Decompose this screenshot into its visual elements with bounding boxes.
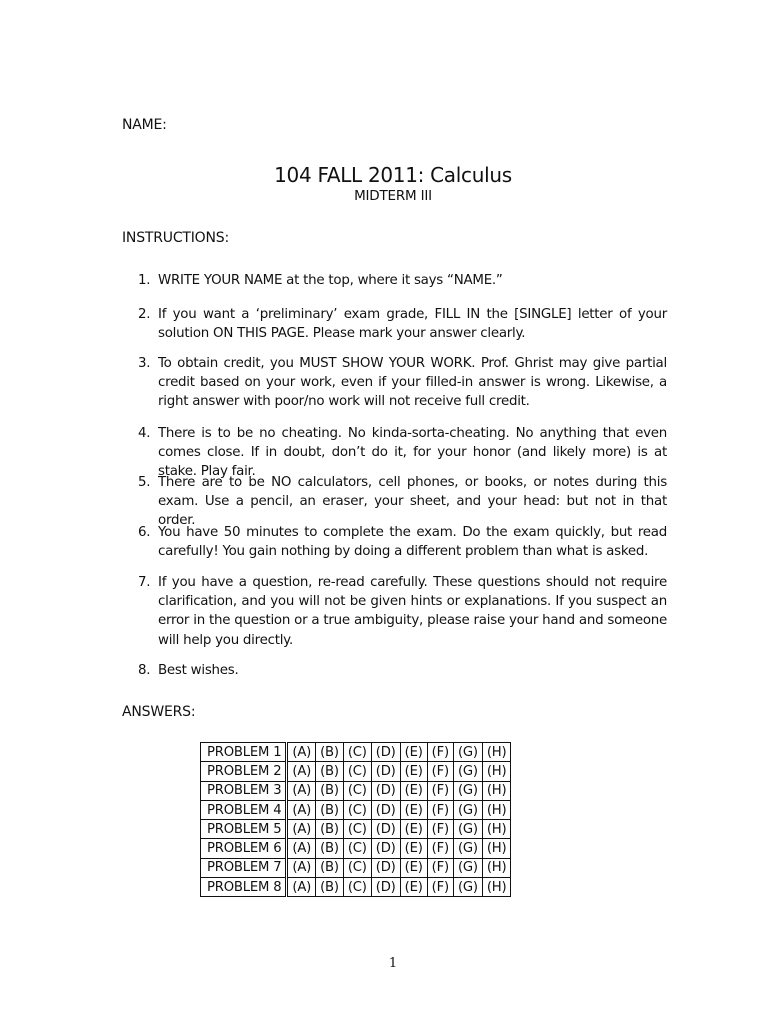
answer-choice-cell[interactable]: (C) — [343, 820, 371, 839]
instruction-text: To obtain credit, you MUST SHOW YOUR WORK. Prof. Ghrist may give partial credit based on your work, even if your filled-in answer is wrong. Likewise, a right answer with poor/no work will not receive full credit. — [158, 356, 667, 410]
answer-choice-cell[interactable]: (E) — [400, 820, 427, 839]
answer-choice-cell[interactable]: (E) — [400, 781, 427, 800]
answer-choice-cell[interactable]: (E) — [400, 800, 427, 819]
answer-choice-cell[interactable]: (A) — [287, 781, 316, 800]
answer-choice-cell[interactable]: (F) — [427, 743, 453, 762]
instruction-number: 8. — [138, 663, 151, 678]
answer-choice-cell[interactable]: (H) — [482, 839, 511, 858]
problem-label: PROBLEM 3 — [201, 781, 287, 800]
answer-choice-cell[interactable]: (F) — [427, 762, 453, 781]
answer-choice-cell[interactable]: (G) — [453, 839, 482, 858]
instruction-text: WRITE YOUR NAME at the top, where it says “NAME.” — [158, 273, 503, 288]
answer-choice-cell[interactable]: (H) — [482, 743, 511, 762]
page-number: 1 — [388, 956, 398, 971]
answer-choice-cell[interactable]: (G) — [453, 800, 482, 819]
problem-label: PROBLEM 5 — [201, 820, 287, 839]
answer-choice-cell[interactable]: (D) — [371, 743, 400, 762]
answer-choice-cell[interactable]: (B) — [316, 781, 344, 800]
answer-choice-cell[interactable]: (E) — [400, 878, 427, 897]
answer-choice-cell[interactable]: (C) — [343, 878, 371, 897]
answer-choice-cell[interactable]: (D) — [371, 781, 400, 800]
answer-choice-cell[interactable]: (B) — [316, 878, 344, 897]
answer-row — [201, 743, 511, 762]
exam-subtitle: MIDTERM III — [354, 188, 432, 204]
instruction-item-8 — [122, 661, 667, 680]
instructions-heading: INSTRUCTIONS: — [122, 230, 229, 246]
instruction-number: 2. — [138, 307, 151, 322]
answer-choice-cell[interactable]: (H) — [482, 762, 511, 781]
answer-choice-cell[interactable]: (C) — [343, 743, 371, 762]
problem-label: PROBLEM 8 — [201, 878, 287, 897]
instruction-number: 4. — [138, 426, 151, 441]
answer-choice-cell[interactable]: (A) — [287, 820, 316, 839]
problem-label: PROBLEM 1 — [201, 743, 287, 762]
answer-choice-cell[interactable]: (G) — [453, 762, 482, 781]
answer-choice-cell[interactable]: (C) — [343, 800, 371, 819]
answer-choice-cell[interactable]: (B) — [316, 762, 344, 781]
answer-choice-cell[interactable]: (F) — [427, 820, 453, 839]
answer-choice-cell[interactable]: (A) — [287, 839, 316, 858]
answer-choice-cell[interactable]: (C) — [343, 762, 371, 781]
answer-row — [201, 762, 511, 781]
answer-choice-cell[interactable]: (G) — [453, 858, 482, 877]
answer-choice-cell[interactable]: (C) — [343, 839, 371, 858]
instruction-number: 5. — [138, 475, 151, 490]
problem-label: PROBLEM 6 — [201, 839, 287, 858]
answer-choice-cell[interactable]: (D) — [371, 820, 400, 839]
instruction-number: 7. — [138, 575, 151, 590]
instruction-item-2 — [122, 305, 667, 343]
answer-choice-cell[interactable]: (C) — [343, 781, 371, 800]
name-label: NAME: — [122, 117, 167, 133]
instruction-text: If you want a ‘preliminary’ exam grade, FILL IN the [SINGLE] letter of your solution ON THIS PAGE. Please mark your answer clearly. — [158, 307, 667, 342]
answers-heading: ANSWERS: — [122, 704, 196, 720]
instruction-item-1 — [122, 271, 667, 290]
answer-choice-cell[interactable]: (F) — [427, 839, 453, 858]
answer-choice-cell[interactable]: (B) — [316, 839, 344, 858]
instruction-number: 6. — [138, 525, 151, 540]
problem-label: PROBLEM 4 — [201, 800, 287, 819]
answer-choice-cell[interactable]: (F) — [427, 858, 453, 877]
answer-row — [201, 878, 511, 897]
answer-choice-cell[interactable]: (A) — [287, 743, 316, 762]
answer-choice-cell[interactable]: (H) — [482, 800, 511, 819]
instruction-item-3 — [122, 354, 667, 412]
instruction-number: 1. — [138, 273, 151, 288]
answer-choice-cell[interactable]: (E) — [400, 839, 427, 858]
instruction-text: You have 50 minutes to complete the exam. Do the exam quickly, but read carefully! You gain nothing by doing a different problem than what is asked. — [158, 525, 667, 560]
instruction-item-5 — [122, 473, 667, 531]
answer-choice-cell[interactable]: (F) — [427, 800, 453, 819]
instruction-text: There is to be no cheating. No kinda-sorta-cheating. No anything that even comes close. If in doubt, don’t do it, for your honor (and likely more) is at stake. Play fair. — [158, 426, 667, 480]
answer-choice-cell[interactable]: (D) — [371, 762, 400, 781]
instruction-item-6 — [122, 523, 667, 561]
answer-choice-cell[interactable]: (H) — [482, 820, 511, 839]
answer-choice-cell[interactable]: (D) — [371, 800, 400, 819]
answer-grid — [200, 742, 511, 897]
answer-choice-cell[interactable]: (D) — [371, 858, 400, 877]
answer-choice-cell[interactable]: (B) — [316, 820, 344, 839]
instruction-item-7 — [122, 573, 667, 650]
answer-row — [201, 839, 511, 858]
instruction-number: 3. — [138, 356, 151, 371]
instruction-text: Best wishes. — [158, 663, 239, 678]
answer-choice-cell[interactable]: (E) — [400, 762, 427, 781]
instruction-text: If you have a question, re-read carefully. These questions should not require clarification, and you will not be given hints or explanations. If you suspect an error in the question or a true ambiguity, please raise your hand and someone will help you directly. — [158, 575, 667, 648]
answer-choice-cell[interactable]: (E) — [400, 743, 427, 762]
answer-row — [201, 820, 511, 839]
answer-choice-cell[interactable]: (B) — [316, 858, 344, 877]
answer-choice-cell[interactable]: (H) — [482, 858, 511, 877]
answer-choice-cell[interactable]: (B) — [316, 800, 344, 819]
exam-title: 104 FALL 2011: Calculus — [274, 163, 512, 187]
answer-choice-cell[interactable]: (A) — [287, 878, 316, 897]
instruction-text: There are to be NO calculators, cell phones, or books, or notes during this exam. Use a pencil, an eraser, your sheet, and your head: but not in that order. — [158, 475, 667, 529]
answer-choice-cell[interactable]: (H) — [482, 878, 511, 897]
answer-row — [201, 781, 511, 800]
answer-choice-cell[interactable]: (G) — [453, 878, 482, 897]
answer-choice-cell[interactable]: (G) — [453, 820, 482, 839]
answer-row — [201, 858, 511, 877]
answer-choice-cell[interactable]: (D) — [371, 839, 400, 858]
answer-choice-cell[interactable]: (A) — [287, 800, 316, 819]
answer-choice-cell[interactable]: (D) — [371, 878, 400, 897]
answer-grid-body — [201, 743, 511, 897]
answer-row — [201, 800, 511, 819]
answer-choice-cell[interactable]: (F) — [427, 781, 453, 800]
answer-choice-cell[interactable]: (C) — [343, 858, 371, 877]
problem-label: PROBLEM 7 — [201, 858, 287, 877]
answer-choice-cell[interactable]: (G) — [453, 743, 482, 762]
answer-choice-cell[interactable]: (A) — [287, 762, 316, 781]
answer-choice-cell[interactable]: (F) — [427, 878, 453, 897]
answer-choice-cell[interactable]: (H) — [482, 781, 511, 800]
problem-label: PROBLEM 2 — [201, 762, 287, 781]
answer-choice-cell[interactable]: (G) — [453, 781, 482, 800]
answer-choice-cell[interactable]: (B) — [316, 743, 344, 762]
answer-choice-cell[interactable]: (A) — [287, 858, 316, 877]
answer-choice-cell[interactable]: (E) — [400, 858, 427, 877]
